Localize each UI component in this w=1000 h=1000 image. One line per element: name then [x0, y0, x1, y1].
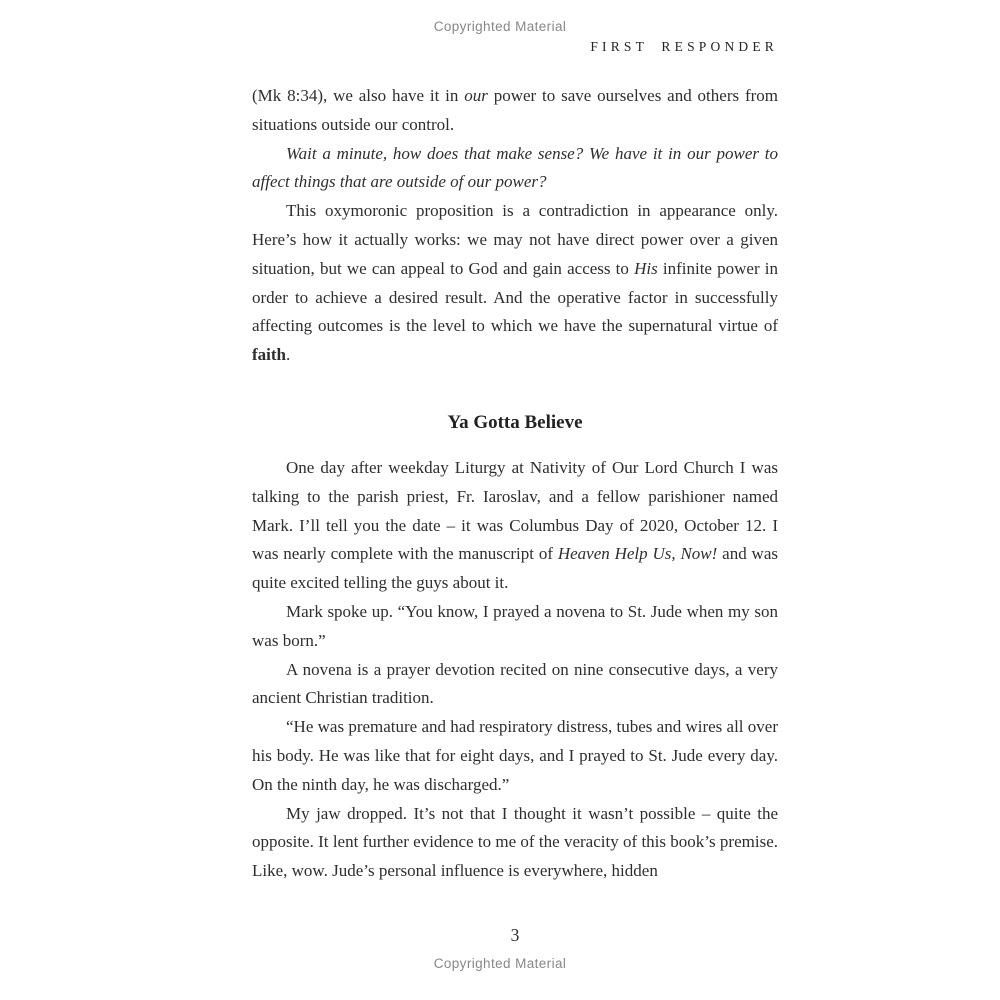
text-run: This oxymoronic proposition is a contradiction in appearance only. Here’s how it actually works: we may not have direct power over a given situation, but we can appeal to God and gain access to	[252, 201, 778, 278]
paragraph-3	[252, 197, 778, 370]
text-run: .	[286, 345, 291, 365]
paragraph-9	[252, 800, 778, 886]
text-run: faith	[252, 345, 286, 365]
text-run: (Mk 8:34), we also have it in	[252, 86, 465, 105]
text-run: Wait a minute, how does that make sense? We have it in our power to affect things that are outside of our power?	[252, 143, 778, 192]
text-run: Mark spoke up. “You know, I prayed a novena to St. Jude when my son was born.”	[252, 601, 778, 650]
text-run: My jaw dropped. It’s not that I thought it wasn’t possible – quite the opposite. It lent further evidence to me of the veracity of this book’s premise. Like, wow. Jude’s personal influence is everywhere, hidden	[252, 803, 778, 881]
text-run: A novena is a prayer devotion recited on nine consecutive days, a very ancient Christian tradition.	[252, 659, 778, 708]
text-run: Heaven Help Us, Now!	[557, 544, 718, 564]
paragraph-1	[252, 82, 778, 140]
running-header: FIRST RESPONDER	[590, 39, 778, 54]
paragraph-7	[252, 656, 778, 714]
text-run: His	[634, 258, 658, 278]
paragraph-2	[252, 140, 778, 198]
text-run: our	[464, 86, 488, 105]
page-number: 3	[510, 925, 520, 945]
text-run: infinite power in order to achieve a desired result. And the operative factor in successfully affecting outcomes is the level to which we have the supernatural virtue of	[252, 258, 779, 336]
paragraph-5	[252, 454, 778, 598]
paragraph-8	[252, 713, 778, 799]
text-run: “He was premature and had respiratory distress, tubes and wires all over his body. He was like that for eight days, and I prayed to St. Jude every day. On the ninth day, he was discharged.”	[252, 717, 778, 794]
text-run: and was quite excited telling the guys about it.	[252, 544, 778, 593]
text-block	[252, 82, 778, 886]
text-run: One day after weekday Liturgy at Nativity of Our Lord Church I was talking to the parish priest, Fr. Iaroslav, and a fellow parishioner named Mark. I’ll tell you the date – it was Columbus Day of 2020, October 12. I was nearly complete with the manuscript of	[252, 457, 778, 564]
copyright-notice-bottom: Copyrighted Material	[433, 956, 567, 971]
section-heading: Ya Gotta Believe	[447, 411, 583, 433]
paragraph-6	[252, 598, 778, 656]
text-run: power to save ourselves and others from situations outside our control.	[252, 86, 778, 134]
copyright-notice-top: Copyrighted Material	[433, 19, 567, 34]
